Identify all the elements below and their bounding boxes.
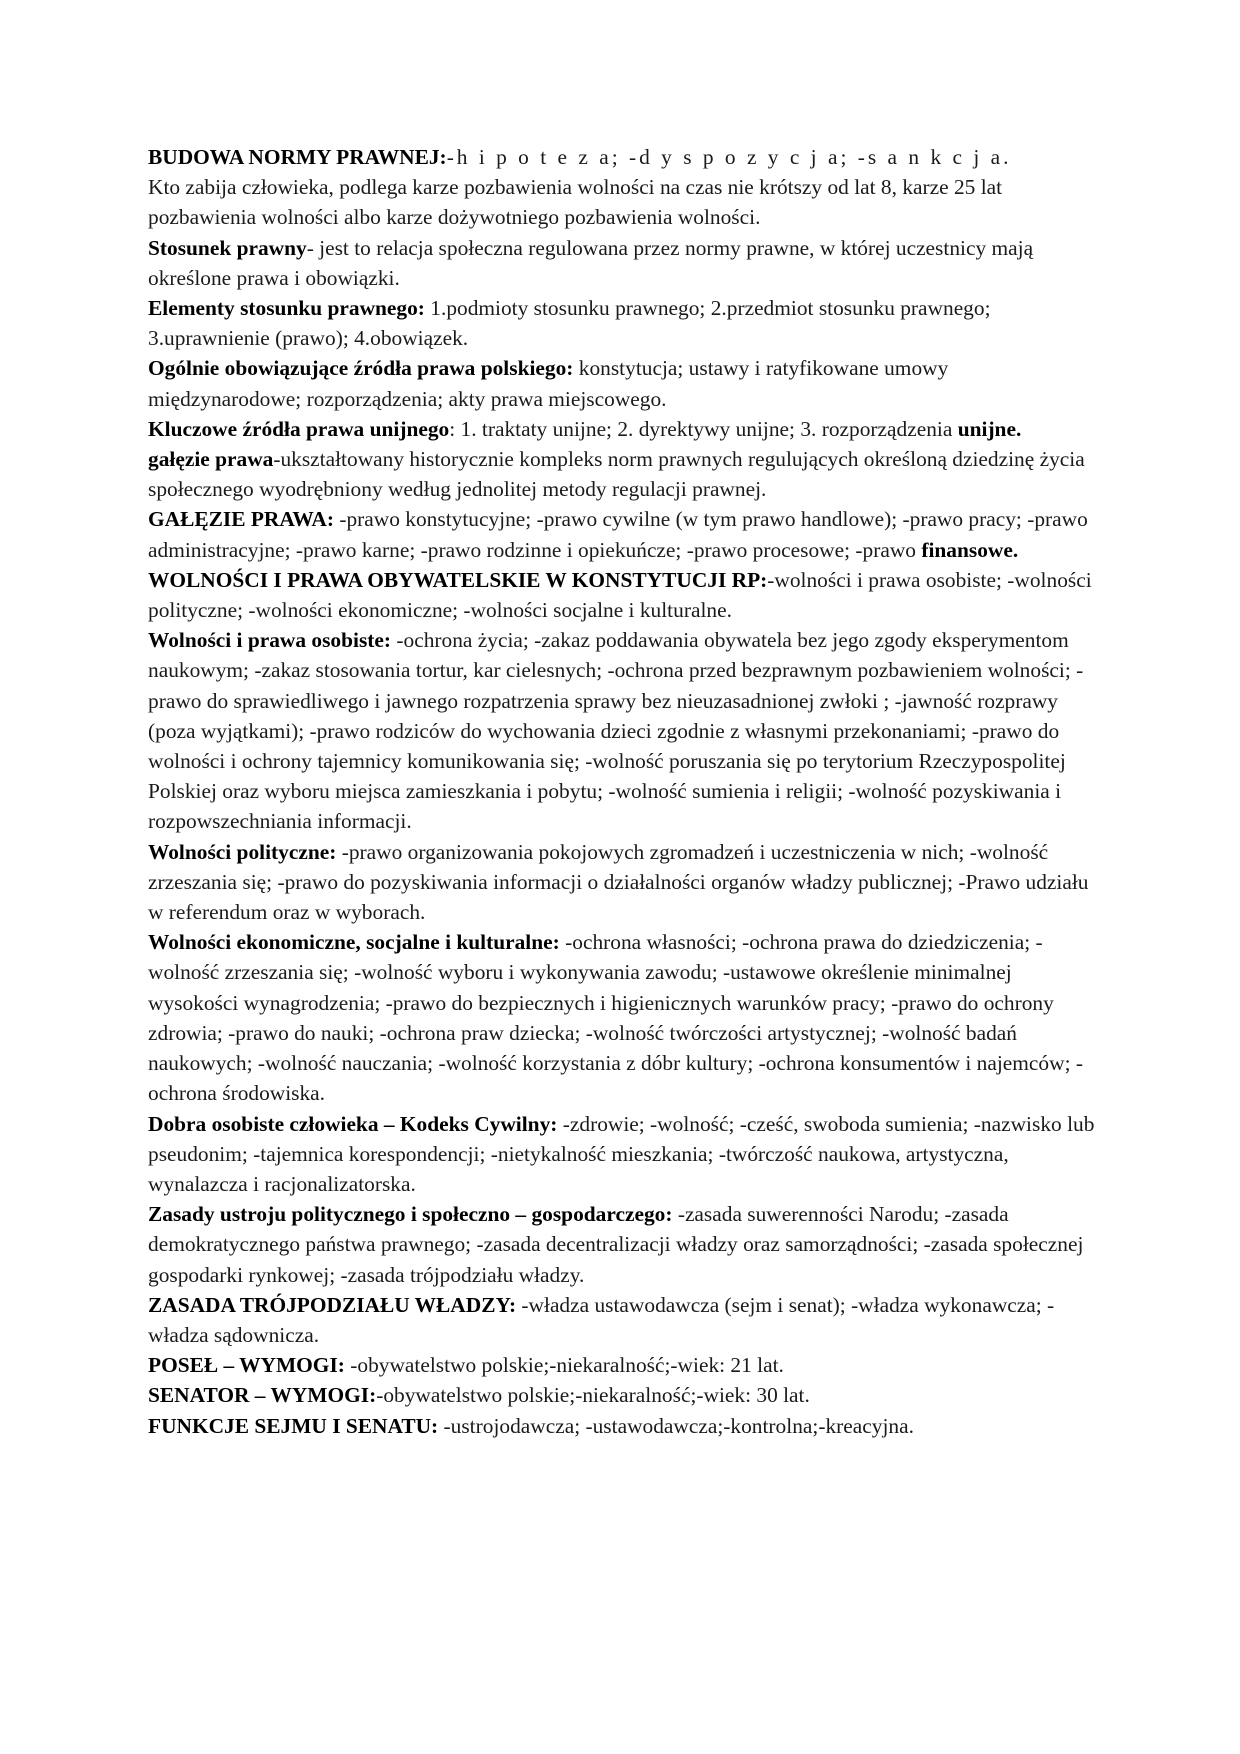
term-zrodla-polskie: Ogólnie obowiązujące źródła prawa polskiego: <box>148 356 574 381</box>
paragraph-dobra-osobiste <box>148 1109 1098 1200</box>
text-zrodla-polskie: konstytucja; ustawy i ratyfikowane umowy międzynarodowe; rozporządzenia; akty prawa miejscowego. <box>148 356 949 411</box>
term-wolnosci-ekonomiczne: Wolności ekonomiczne, socjalne i kulturalne: <box>148 930 560 955</box>
text-dobra-osobiste: -zdrowie; -wolność; -cześć, swoboda sumienia; -nazwisko lub pseudonim; -tajemnica korespondencji; -nietykalność mieszkania; -twórczość naukowa, artystyczna, wynalazcza i racjonalizatorska. <box>148 1111 1095 1196</box>
paragraph-trojpodzial <box>148 1290 1098 1350</box>
paragraph-wolnosci-ekonomiczne <box>148 927 1098 1108</box>
tail-zrodla-unijne: unijne. <box>957 416 1022 441</box>
paragraph-budowa-normy <box>148 142 1098 172</box>
text-stosunek-prawny: - jest to relacja społeczna regulowana przez normy prawne, w której uczestnicy mają określone prawa i obowiązki. <box>148 235 1034 290</box>
text-wolnosci-ekonomiczne: -ochrona własności; -ochrona prawa do dziedziczenia; -wolność zrzeszania się; -wolność wyboru i wykonywania zawodu; -ustawowe określenie minimalnej wysokości wynagrodzenia; -prawo do bezpiecznych i higienicznych warunków pracy; -prawo do ochrony zdrowia; -prawo do nauki; -ochrona praw dziecka; -wolność twórczości artystycznej; -wolność badań naukowych; -wolność nauczania; -wolność korzystania z dóbr kultury; -ochrona konsumentów i najemców; -ochrona środowiska. <box>148 930 1083 1106</box>
paragraph-zrodla-polskie <box>148 353 1098 413</box>
term-funkcje: FUNKCJE SEJMU I SENATU: <box>148 1413 439 1438</box>
paragraph-galezie-definicja <box>148 444 1098 504</box>
text-elementy-stosunku: 1.podmioty stosunku prawnego; 2.przedmiot stosunku prawnego; 3.uprawnienie (prawo); 4.obowiązek. <box>148 296 991 351</box>
text-budowa-normy: -h i p o t e z a; -d y s p o z y c j a; -s a n k c j a. <box>446 145 1012 169</box>
text-posel: -obywatelstwo polskie;-niekaralność;-wiek: 21 lat. <box>344 1353 784 1378</box>
paragraph-galezie-lista <box>148 504 1098 564</box>
paragraph-zrodla-unijne <box>148 414 1098 444</box>
paragraph-stosunek-prawny <box>148 233 1098 293</box>
text-senator: -obywatelstwo polskie;-niekaralność;-wiek: 30 lat. <box>376 1383 810 1408</box>
term-galezie-definicja: gałęzie prawa <box>148 447 274 472</box>
paragraph-zasady-ustroju <box>148 1199 1098 1290</box>
term-wolnosci-osobiste: Wolności i prawa osobiste: <box>148 628 392 653</box>
term-wolnosci-polityczne: Wolności polityczne: <box>148 839 337 864</box>
term-elementy-stosunku: Elementy stosunku prawnego: <box>148 296 425 321</box>
term-zasady-ustroju: Zasady ustroju politycznego i społeczno – gospodarczego: <box>148 1202 673 1227</box>
paragraph-wolnosci-osobiste <box>148 625 1098 836</box>
text-galezie-definicja: -ukształtowany historycznie kompleks norm prawnych regulujących określoną dziedzinę życia społecznego wyodrębniony według jednolitej metody regulacji prawnej. <box>148 447 1085 502</box>
text-wolnosci-polityczne: -prawo organizowania pokojowych zgromadzeń i uczestniczenia w nich; -wolność zrzeszania się; -prawo do pozyskiwania informacji o działalności organów władzy publicznej; -Prawo udziału w referendum oraz w wyborach. <box>148 839 1089 925</box>
text-wolnosci-konstytucja: -wolności i prawa osobiste; -wolności polityczne; -wolności ekonomiczne; -wolności socjalne i kulturalne. <box>148 567 1092 623</box>
term-trojpodzial: ZASADA TRÓJPODZIAŁU WŁADZY: <box>148 1292 517 1317</box>
term-wolnosci-konstytucja: WOLNOŚCI I PRAWA OBYWATELSKIE W KONSTYTUCJI RP: <box>148 567 768 592</box>
tail-galezie-lista: finansowe. <box>921 537 1019 562</box>
text-wolnosci-osobiste: -ochrona życia; -zakaz poddawania obywatela bez jego zgody eksperymentom naukowym; -zakaz stosowania tortur, kar cielesnych; -ochrona przed bezprawnym pozbawieniem wolności; -prawo do sprawiedliwego i jawnego rozpatrzenia sprawy bez nieuzasadnionej zwłoki ; -jawność rozprawy (poza wyjątkami); -prawo rodziców do wychowania dzieci zgodnie z własnymi przekonaniami; -prawo do wolności i ochrony tajemnicy komunikowania się; -wolność poruszania się po terytorium Rzeczypospolitej Polskiej oraz wyboru miejsca zamieszkania i pobytu; -wolność sumienia i religii; -wolność pozyskiwania i rozpowszechniania informacji. <box>148 628 1084 834</box>
paragraph-wolnosci-konstytucja <box>148 565 1098 625</box>
term-senator: SENATOR – WYMOGI: <box>148 1383 377 1408</box>
term-dobra-osobiste: Dobra osobiste człowieka – Kodeks Cywilny: <box>148 1111 558 1136</box>
term-stosunek-prawny: Stosunek prawny <box>148 235 307 260</box>
text-zasady-ustroju: -zasada suwerenności Narodu; -zasada demokratycznego państwa prawnego; -zasada decentralizacji władzy oraz samorządności; -zasada społecznej gospodarki rynkowej; -zasada trójpodziału władzy. <box>148 1202 1084 1287</box>
term-zrodla-unijne: Kluczowe źródła prawa unijnego <box>148 416 450 441</box>
term-budowa-normy: BUDOWA NORMY PRAWNEJ: <box>148 145 447 169</box>
paragraph-funkcje <box>148 1411 1098 1441</box>
paragraph-przyklad: Kto zabija człowieka, podlega karze pozbawienia wolności na czas nie krótszy od lat 8, karze 25 lat pozbawienia wolności albo karze dożywotniego pozbawienia wolności. <box>148 175 1003 230</box>
text-zrodla-unijne: : 1. traktaty unijne; 2. dyrektywy unijne; 3. rozporządzenia <box>449 416 958 441</box>
paragraph-elementy-stosunku <box>148 293 1098 353</box>
text-funkcje: -ustrojodawcza; -ustawodawcza;-kontrolna;-kreacyjna. <box>438 1413 914 1438</box>
text-trojpodzial: -władza ustawodawcza (sejm i senat); -władza wykonawcza; -władza sądownicza. <box>148 1292 1055 1347</box>
term-posel: POSEŁ – WYMOGI: <box>148 1353 345 1378</box>
document-page <box>148 142 1098 1441</box>
term-galezie-lista: GAŁĘZIE PRAWA: <box>148 507 335 532</box>
paragraph-wolnosci-polityczne <box>148 837 1098 928</box>
text-galezie-lista: -prawo konstytucyjne; -prawo cywilne (w tym prawo handlowe); -prawo pracy; -prawo administracyjne; -prawo karne; -prawo rodzinne i opiekuńcze; -prawo procesowe; -prawo <box>148 507 1088 562</box>
paragraph-senator <box>148 1380 1098 1410</box>
paragraph-posel <box>148 1350 1098 1380</box>
